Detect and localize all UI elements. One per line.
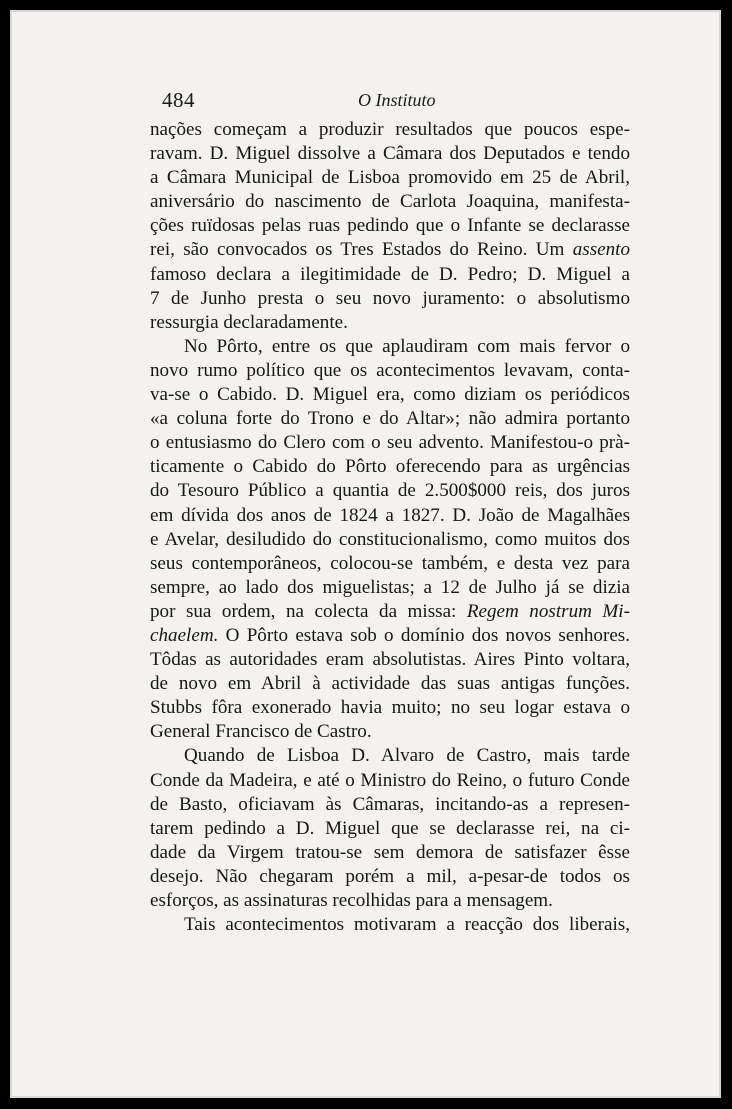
text-line: Conde da Madeira, e até o Ministro do Reino, o futuro Conde: [150, 769, 630, 791]
text-line: aniversário do nascimento de Carlota Joaquina, manifesta-: [150, 191, 630, 213]
italic-text-run: chaelem.: [150, 624, 219, 646]
text-line: [150, 238, 630, 262]
text-line: No Pôrto, entre os que aplaudiram com mais fervor o: [184, 335, 630, 357]
italic-text-run: assento: [572, 239, 630, 261]
text-line: va-se o Cabido. D. Miguel era, como diziam os periódicos: [150, 384, 630, 406]
text-line: de novo em Abril à actividade das suas antigas funções.: [150, 673, 630, 695]
text-line: Stubbs fôra exonerado havia muito; no seu logar estava o: [150, 697, 630, 719]
running-title: O Instituto: [358, 90, 436, 110]
text-line: [150, 624, 630, 648]
text-line: famoso declara a ilegitimidade de D. Pedro; D. Miguel a: [150, 263, 630, 285]
italic-text-run: Regem nostrum Mi-: [466, 600, 630, 622]
text-line: «a coluna forte do Trono e do Altar»; não admira portanto: [150, 408, 630, 430]
text-line: e Avelar, desiludido do constitucionalismo, como muitos dos: [150, 528, 630, 550]
body-text: [150, 118, 630, 937]
text-line: do Tesouro Público a quantia de 2.500$000 reis, dos juros: [150, 480, 630, 502]
text-line: desejo. Não chegaram porém a mil, a-pesar-de todos os: [150, 865, 630, 887]
text-line: Tôdas as autoridades eram absolutistas. Aires Pinto voltara,: [150, 649, 630, 671]
text-line: General Francisco de Castro.: [150, 721, 372, 743]
text-run: O Pôrto estava sob o domínio dos novos senhores.: [218, 624, 630, 646]
text-line: em dívida dos anos de 1824 a 1827. D. João de Magalhães: [150, 504, 630, 526]
text-line: esforços, as assinaturas recolhidas para a mensagem.: [150, 890, 553, 911]
text-line: Quando de Lisboa D. Alvaro de Castro, mais tarde: [184, 745, 630, 767]
text-line: a Câmara Municipal de Lisboa promovido em 25 de Abril,: [150, 167, 630, 189]
text-line: Tais acontecimentos motivaram a reacção dos liberais,: [184, 914, 630, 936]
text-line: ravam. D. Miguel dissolve a Câmara dos Deputados e tendo: [150, 143, 630, 165]
text-line: ressurgia declaradamente.: [150, 311, 348, 333]
page-number: 484: [162, 88, 195, 112]
text-line: o entusiasmo do Clero com o seu advento. Manifestou-o prà-: [150, 432, 630, 454]
text-line: 7 de Junho presta o seu novo juramento: o absolutismo: [150, 287, 630, 309]
text-line: tarem pedindo a D. Miguel que se declarasse rei, na ci-: [150, 817, 630, 839]
text-run: por sua ordem, na colecta da missa:: [150, 600, 467, 622]
text-line: nações começam a produzir resultados que poucos espe-: [150, 119, 630, 140]
text-line: sempre, ao lado dos miguelistas; a 12 de Julho já se dizia: [150, 576, 630, 598]
text-line: seus contemporâneos, colocou-se também, e desta vez para: [150, 552, 630, 574]
text-line: ções ruïdosas pelas ruas pedindo que o Infante se declarasse: [150, 215, 630, 237]
text-line: de Basto, oficiavam às Câmaras, incitando-as a represen-: [150, 793, 630, 815]
text-line: [150, 600, 630, 624]
text-line: ticamente o Cabido do Pôrto oferecendo para as urgências: [150, 456, 630, 478]
text-line: novo rumo político que os acontecimentos levavam, conta-: [150, 359, 630, 381]
text-run: rei, são convocados os Tres Estados do Reino. Um: [150, 239, 573, 261]
text-line: dade da Virgem tratou-se sem demora de satisfazer êsse: [150, 841, 630, 863]
page-header: [162, 86, 638, 116]
